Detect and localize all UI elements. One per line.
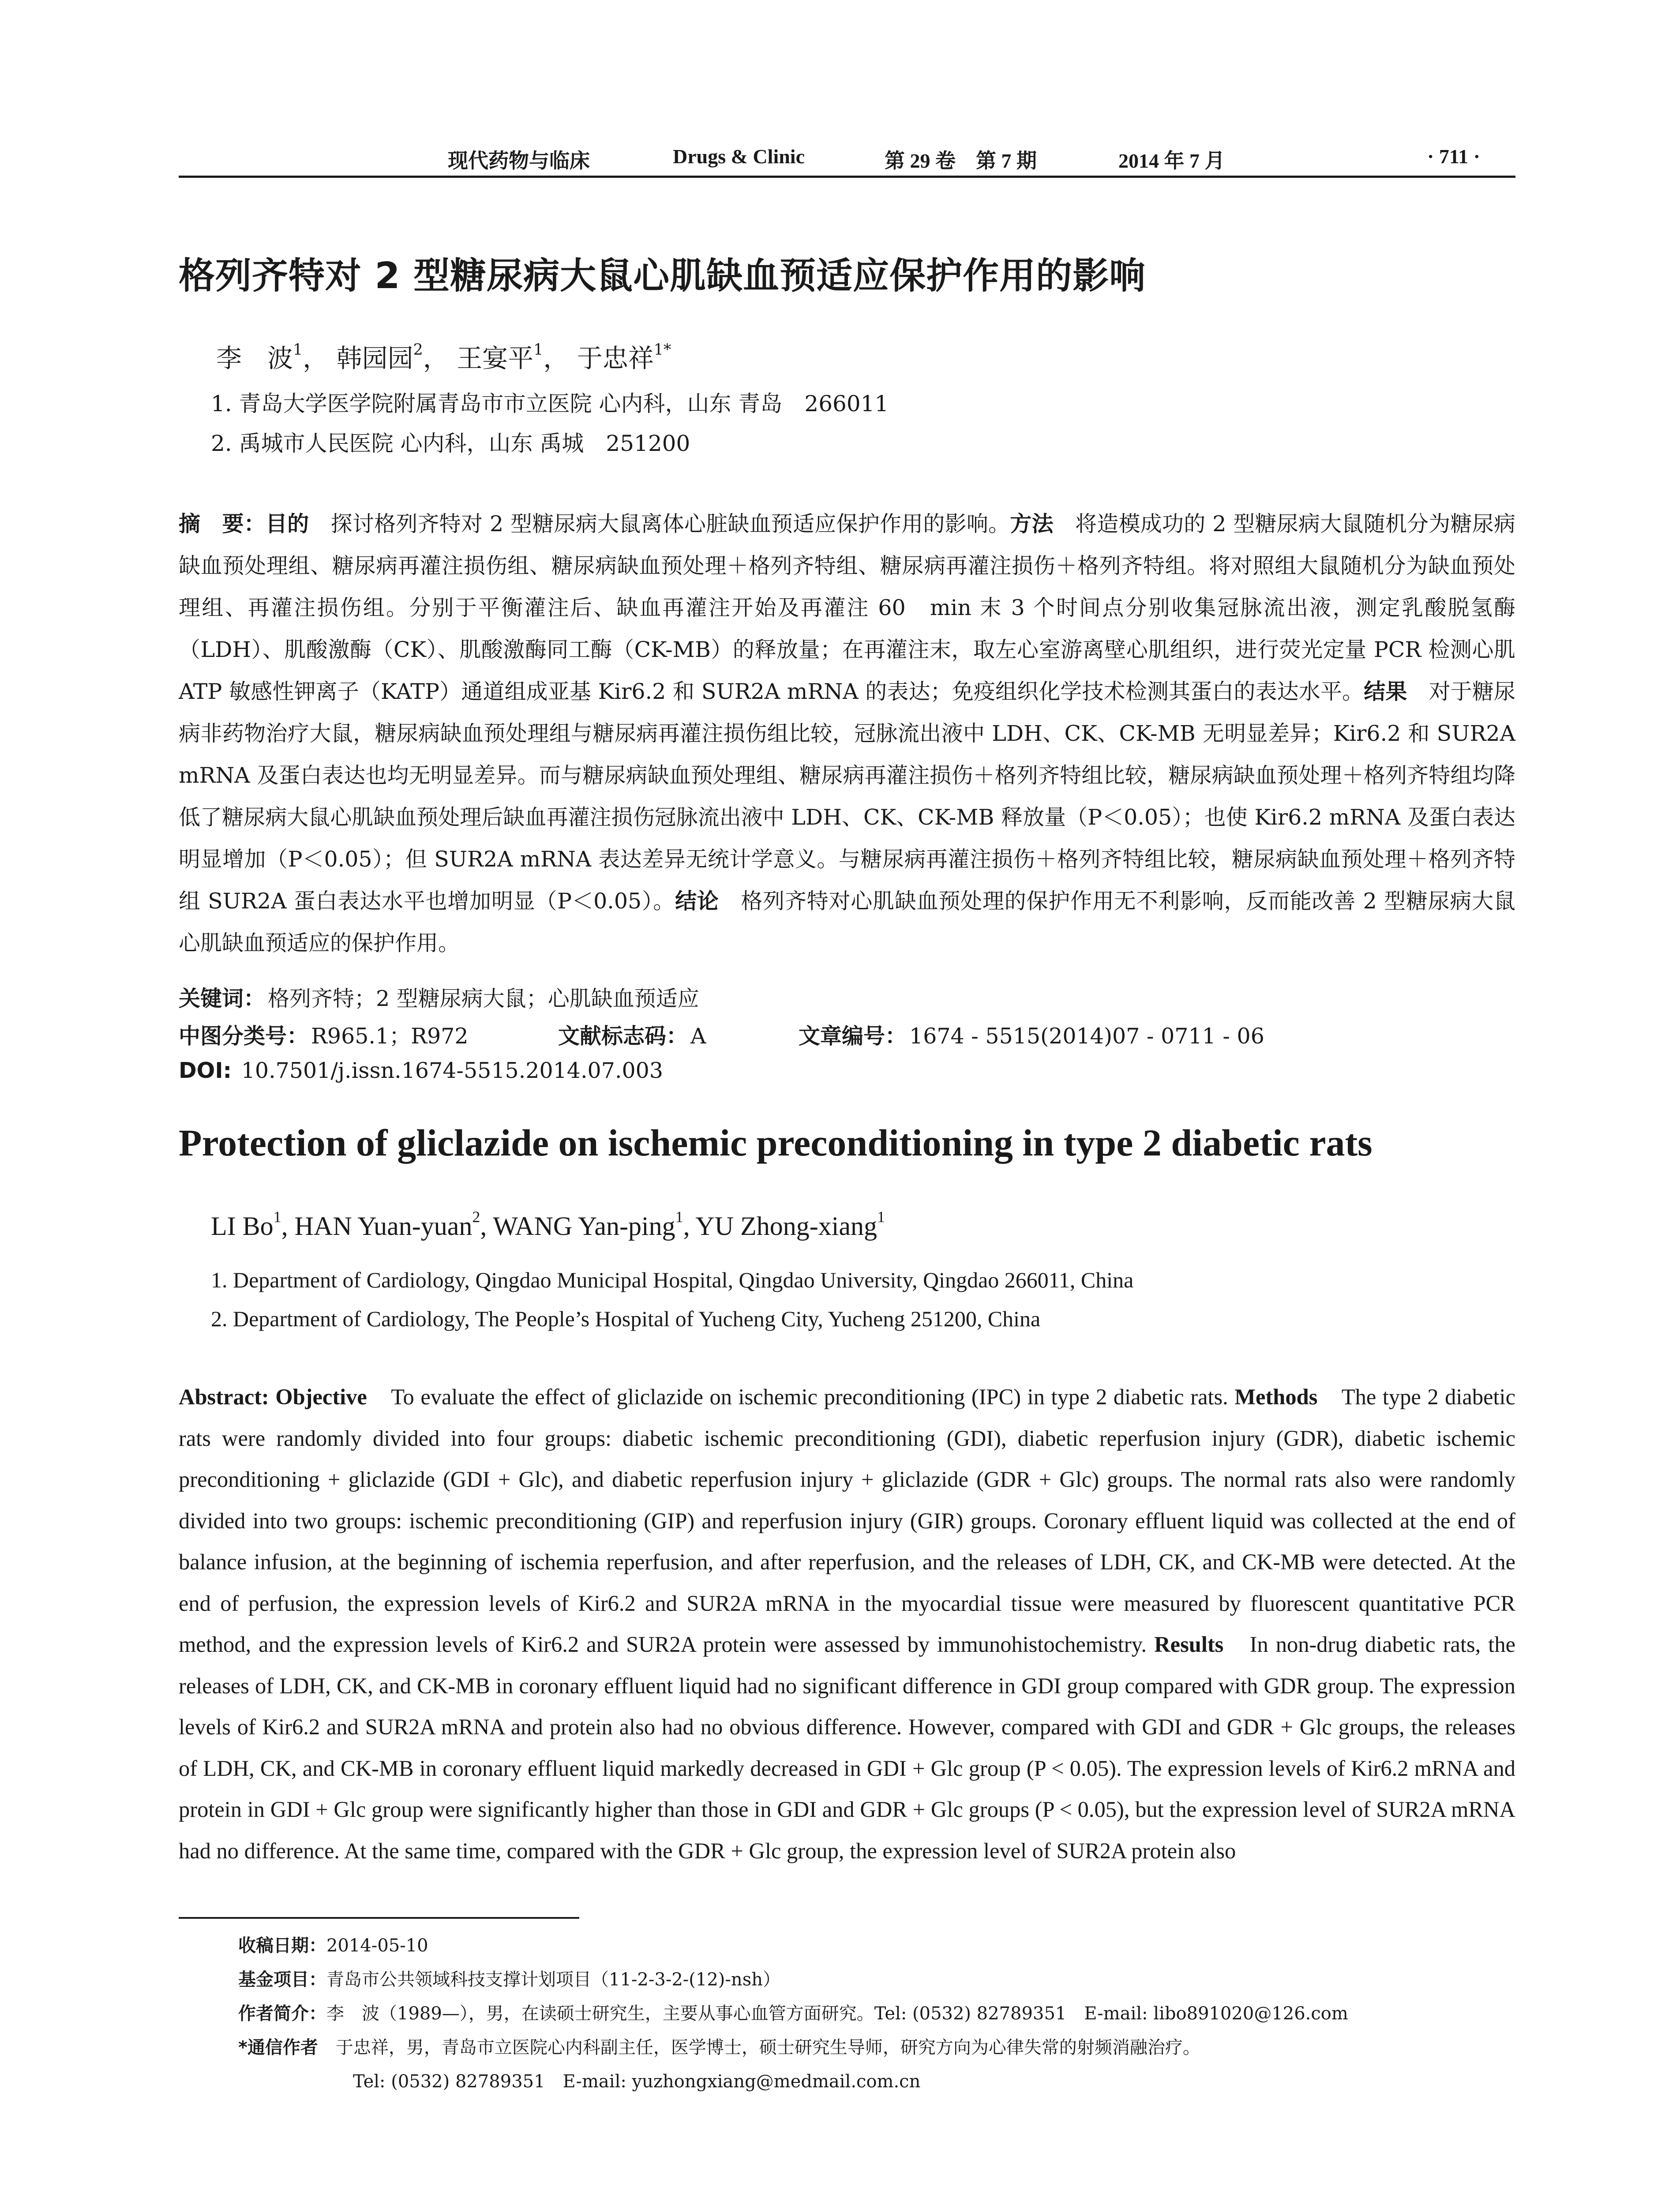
cn-objective-text: 探讨格列齐特对 2 型糖尿病大鼠离体心脏缺血预适应保护作用的影响。 — [309, 511, 1010, 536]
en-author-sup: 2 — [472, 1208, 480, 1226]
cn-authors: 李 波$^1$， 韩园园$^2$， 王宴平$^1$， 于忠祥$^{1*}$ — [216, 341, 671, 373]
received-label: 收稿日期： — [238, 1936, 326, 1956]
cn-conclusion-text: 格列齐特对心肌缺血预处理的保护作用无不利影响，反而能改善 2 型糖尿病大鼠心肌缺血预适应的保护作用。 — [179, 889, 1515, 956]
en-abstract-label: Abstract: Objective — [179, 1384, 367, 1409]
doi-label: DOI: — [179, 1058, 232, 1083]
journal-name-cn: 现代药物与临床 — [448, 150, 590, 172]
cn-results-text: 对于糖尿病非药物治疗大鼠，糖尿病缺血预处理组与糖尿病再灌注损伤组比较，冠脉流出液中 LDH、CK、CK-MB 无明显差异；Kir6.2 和 SUR2A mRNA 及蛋白表达也均无明显差异。而与糖尿病缺血预处理组、糖尿病再灌注损伤＋格列齐特组比较，糖尿病缺血预处理＋格列齐特组均降低了糖尿病大鼠心肌缺血预处理后缺血再灌注损伤冠脉流出液中 LDH、CK、CK-MB 释放量（P＜0.05）；也使 Kir6.2 mRNA 及蛋白表达明显增加（P＜0.05）；但 SUR2A mRNA 表达差异无统计学意义。与糖尿病再灌注损伤＋格列齐特组比较，糖尿病缺血预处理＋格列齐特组 SUR2A 蛋白表达水平也增加明显（P＜0.05）。 — [179, 679, 1515, 914]
en-author-sup: 1 — [675, 1208, 683, 1226]
clc-label: 中图分类号： — [179, 1024, 309, 1049]
cn-author-sup: 1 — [293, 341, 303, 359]
article-no-value: 1674 - 5515(2014)07 - 0711 - 06 — [909, 1024, 1264, 1049]
cn-author-sup: 1* — [653, 341, 671, 359]
en-author-sup: 1 — [877, 1208, 885, 1226]
fund-value: 青岛市公共领域科技支撑计划项目（11-2-3-2-(12)-nsh） — [326, 1970, 780, 1990]
fund-label: 基金项目： — [238, 1970, 326, 1990]
en-author: WANG Yan-ping — [493, 1212, 675, 1241]
cn-author-sup: 1 — [533, 341, 544, 359]
en-abstract — [179, 1377, 1515, 1872]
clc-value: R965.1；R972 — [311, 1024, 469, 1049]
cn-author: 韩园园 — [336, 343, 413, 373]
running-header — [179, 140, 1515, 176]
doc-code-value: A — [690, 1024, 706, 1049]
cn-author: 于忠祥 — [577, 343, 654, 373]
en-affiliation-2: 2. Department of Cardiology, The People’s Hospital of Yucheng City, Yucheng 251200, China — [211, 1306, 1041, 1331]
received-value: 2014-05-10 — [326, 1936, 428, 1956]
en-author: HAN Yuan-yuan — [294, 1212, 472, 1241]
cn-conclusion-label: 结论 — [675, 889, 719, 914]
en-results-text: In non-drug diabetic rats, the releases of LDH, CK, and CK-MB in coronary effluent liquid had no significant difference in GDI group compared with GDR group. The expression levels of Kir6.2 and SUR2A mRNA and protein also had no obvious difference. However, compared with GDI and GDR + Glc groups, the releases of LDH, CK, and CK-MB in coronary effluent liquid markedly decreased in GDI + Glc group (P < 0.05). The expression levels of Kir6.2 mRNA and protein in GDI + Glc group were significantly higher than those in GDI and GDR + Glc groups (P < 0.05), but the expression level of SUR2A mRNA had no difference. At the same time, compared with the GDR + Glc group, the expression level of SUR2A protein also — [179, 1632, 1515, 1863]
header-rule — [179, 176, 1515, 178]
cn-keywords — [179, 982, 699, 1013]
cn-abstract — [179, 503, 1515, 964]
issue-date: 2014 年 7 月 — [1118, 150, 1225, 172]
cn-author: 李 波 — [216, 343, 293, 373]
cn-doi — [179, 1058, 663, 1083]
journal-name-en: Drugs & Clinic — [673, 145, 805, 168]
page-number: · 711 · — [1427, 145, 1481, 168]
en-methods-label: Methods — [1234, 1384, 1318, 1409]
cn-classification — [179, 1019, 469, 1050]
cn-affiliation-2: 2. 禹城市人民医院 心内科，山东 禹城 251200 — [211, 431, 690, 456]
doc-code-label: 文献标志码： — [558, 1024, 688, 1049]
cn-title: 格列齐特对 2 型糖尿病大鼠心肌缺血预适应保护作用的影响 — [179, 255, 1146, 297]
cn-methods-text: 将造模成功的 2 型糖尿病大鼠随机分为糖尿病缺血预处理组、糖尿病再灌注损伤组、糖尿病缺血预处理＋格列齐特组、糖尿病再灌注损伤＋格列齐特组。将对照组大鼠随机分为缺血预处理组、再灌注损伤组。分别于平衡灌注后、缺血再灌注开始及再灌注 60 min 末 3 个时间点分别收集冠脉流出液，测定乳酸脱氢酶（LDH）、肌酸激酶（CK）、肌酸激酶同工酶（CK-MB）的释放量；在再灌注末，取左心室游离壁心肌组织，进行荧光定量 PCR 检测心肌 ATP 敏感性钾离子（KATP）通道组成亚基 Kir6.2 和 SUR2A mRNA 的表达；免疫组织化学技术检测其蛋白的表达水平。 — [179, 511, 1515, 704]
fn-fund — [238, 1966, 780, 1991]
footnote-rule — [179, 1917, 579, 1919]
fn-author-bio — [238, 2000, 1348, 2025]
fn-corresponding — [238, 2033, 1200, 2059]
en-authors: LI Bo$^1$, HAN Yuan-yuan$^2$, WANG Yan-ping$^1$, YU Zhong-xiang$^1$ — [211, 1208, 885, 1241]
cn-abstract-label: 摘 要： — [179, 511, 266, 536]
en-affiliation-1: 1. Department of Cardiology, Qingdao Municipal Hospital, Qingdao University, Qingdao 266011, China — [211, 1268, 1134, 1292]
author-bio-label: 作者简介： — [238, 2003, 326, 2024]
en-author-sup: 1 — [273, 1208, 281, 1226]
cn-methods-label: 方法 — [1010, 511, 1054, 536]
en-methods-text: The type 2 diabetic rats were randomly divided into four groups: diabetic ischemic preconditioning (GDI), diabetic reperfusion injury (GDR), diabetic ischemic preconditioning + gliclazide (GDI + Glc), and diabetic reperfusion injury + gliclazide (GDR + Glc) groups. The normal rats also were randomly divided into two groups: ischemic preconditioning (GIP) and reperfusion injury (GIR) groups. Coronary effluent liquid was collected at the end of balance infusion, at the beginning of ischemia reperfusion, and after reperfusion, and the releases of LDH, CK, and CK-MB were detected. At the end of perfusion, the expression levels of Kir6.2 and SUR2A mRNA in the myocardial tissue were measured by fluorescent quantitative PCR method, and the expression levels of Kir6.2 and SUR2A protein were assessed by immunohistochemistry. — [179, 1384, 1515, 1657]
doi-value: 10.7501/j.issn.1674-5515.2014.07.003 — [234, 1058, 663, 1083]
cn-results-label: 结果 — [1364, 679, 1407, 704]
fn-received — [238, 1932, 428, 1957]
keywords-label: 关键词： — [179, 986, 266, 1011]
cn-affiliation-1: 1. 青岛大学医学院附属青岛市市立医院 心内科，山东 青岛 266011 — [211, 391, 889, 416]
en-author: LI Bo — [211, 1212, 274, 1241]
cn-objective-label: 目的 — [265, 511, 309, 536]
keywords-text: 格列齐特；2 型糖尿病大鼠；心肌缺血预适应 — [268, 986, 699, 1011]
fn-corresponding-contact: Tel: (0532) 82789351 E-mail: yuzhongxiang@medmail.com.cn — [353, 2071, 921, 2092]
en-author: YU Zhong-xiang — [695, 1212, 877, 1241]
en-title: Protection of gliclazide on ischemic preconditioning in type 2 diabetic rats — [179, 1122, 1372, 1164]
cn-doc-code — [558, 1019, 706, 1050]
en-results-label: Results — [1154, 1632, 1224, 1657]
corresponding-value: 于忠祥，男，青岛市立医院心内科副主任，医学博士，硕士研究生导师，研究方向为心律失常的射频消融治疗。 — [318, 2037, 1200, 2058]
cn-author-sup: 2 — [413, 341, 423, 359]
article-no-label: 文章编号： — [799, 1024, 907, 1049]
cn-author: 王宴平 — [457, 343, 534, 373]
author-bio-value: 李 波（1989—），男，在读硕士研究生，主要从事心血管方面研究。Tel: (0532) 82789351 E-mail: libo891020@126.com — [326, 2003, 1348, 2024]
corresponding-label: *通信作者 — [238, 2037, 318, 2058]
issue-info: 第 29 卷 第 7 期 — [885, 150, 1037, 172]
cn-article-no — [799, 1019, 1264, 1050]
en-objective-text: To evaluate the effect of gliclazide on ischemic preconditioning (IPC) in type 2 diabetic rats. — [367, 1384, 1235, 1409]
